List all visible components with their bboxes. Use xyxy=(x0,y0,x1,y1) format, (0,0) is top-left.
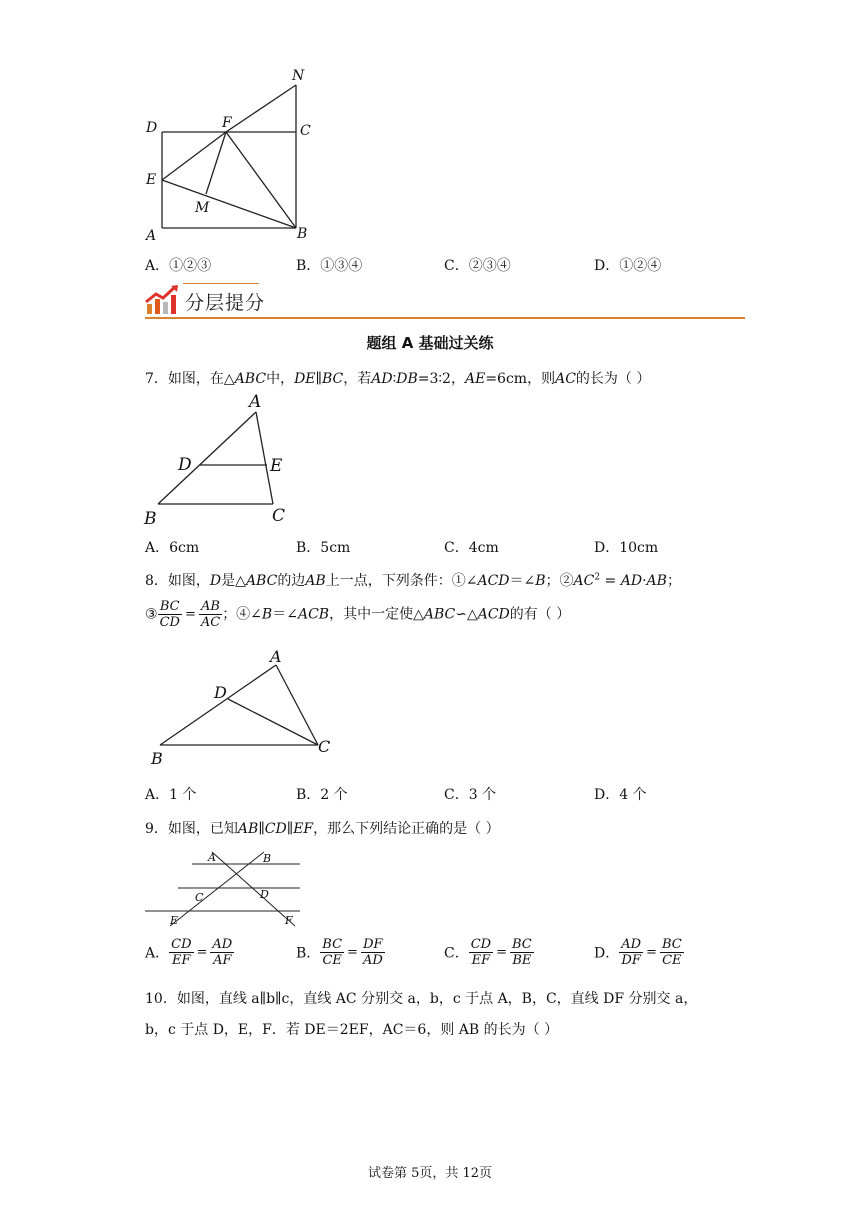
q9-option-c: C． $\frac{CD}{EF}$ = $\frac{BC}{BE}$ xyxy=(444,937,532,968)
q6-option-b: B．①③④ xyxy=(296,258,363,274)
section-title: 题组 A 基础过关练 xyxy=(366,334,494,352)
q6-option-d: D．①②④ xyxy=(594,258,662,274)
label-C: C xyxy=(318,737,331,756)
fraction: $\frac{BC}{CD}$ xyxy=(159,599,180,630)
fraction: $\frac{CD}{EF}$ xyxy=(470,937,492,968)
page-footer: 试卷第 5页，共 12页 xyxy=(367,1166,493,1181)
label-E: E xyxy=(270,456,283,476)
label-E: E xyxy=(170,914,179,927)
bar-chart-arrow-icon xyxy=(144,284,180,316)
label-A: A xyxy=(270,647,282,666)
q8-option-b: B．2 个 xyxy=(296,787,348,803)
label-B: B xyxy=(297,226,308,242)
fraction: $\frac{BC}{CE}$ xyxy=(661,937,682,968)
q8-stem-line2: ③ $\frac{BC}{CD}$ = $\frac{AB}{AC}$ ；④∠B＝∠ACB，其中一定使△ABC∽△ACD的有（ ） xyxy=(145,599,571,630)
label-M: M xyxy=(195,200,210,216)
q6-option-a: A．①②③ xyxy=(145,258,212,274)
q7-option-d: D．10cm xyxy=(594,540,659,556)
label-D: D xyxy=(214,683,227,702)
q8-stem-line1: 8．如图，D是△ABC的边AB上一点，下列条件：①∠ACD＝∠B；$②AC^2 = AD\cdot AB$； xyxy=(145,572,681,589)
fraction: $\frac{BC}{BE}$ xyxy=(512,937,532,968)
q9-option-d: D． $\frac{AD}{DF}$ = $\frac{BC}{CE}$ xyxy=(594,937,682,968)
q7-figure xyxy=(140,390,300,530)
label-D: D xyxy=(178,455,192,475)
q7-option-c: C．4cm xyxy=(444,540,499,556)
banner-underline-short xyxy=(183,283,259,284)
label-B: B xyxy=(144,509,157,529)
label-A: A xyxy=(146,228,157,244)
label-A: A xyxy=(249,392,262,412)
q10-stem-line1: 10．如图，直线 a∥b∥c，直线 AC 分别交 a，b，c 于点 A，B，C，直线 DF 分别交 a， xyxy=(145,991,698,1007)
q9-figure xyxy=(140,840,310,932)
banner-title: 分层提分 xyxy=(185,292,266,314)
label-B: B xyxy=(151,749,163,768)
label-D: D xyxy=(146,120,158,136)
label-F: F xyxy=(285,914,293,927)
q8-option-a: A．1 个 xyxy=(145,787,197,803)
q9-stem: 9．如图，已知AB∥CD∥EF，那么下列结论正确的是（ ） xyxy=(145,821,500,837)
label-E: E xyxy=(146,172,157,188)
label-A: A xyxy=(208,851,216,864)
label-B: B xyxy=(263,852,272,865)
q7-option-b: B．5cm xyxy=(296,540,351,556)
fraction: $\frac{BC}{CE}$ xyxy=(322,937,343,968)
fraction: $\frac{AB}{AC}$ xyxy=(200,599,221,630)
q9-option-a: A． $\frac{CD}{EF}$ = $\frac{AD}{AF}$ xyxy=(145,937,233,968)
fraction: $\frac{AD}{DF}$ xyxy=(621,937,642,968)
fraction: $\frac{CD}{EF}$ xyxy=(171,937,192,968)
label-C: C xyxy=(300,123,311,139)
fraction: $\frac{AD}{AF}$ xyxy=(212,937,233,968)
label-C: C xyxy=(195,891,204,904)
banner-divider xyxy=(145,317,745,319)
q9-option-b: B． $\frac{BC}{CE}$ = $\frac{DF}{AD}$ xyxy=(296,937,383,968)
q8-option-c: C．3 个 xyxy=(444,787,497,803)
q7-option-a: A．6cm xyxy=(145,540,200,556)
q8-option-d: D．4 个 xyxy=(594,787,647,803)
label-D: D xyxy=(260,888,269,901)
label-F: F xyxy=(222,115,232,131)
fraction: $\frac{DF}{AD}$ xyxy=(362,937,383,968)
q6-figure xyxy=(140,60,330,245)
q7-stem: 7．如图，在△ABC中，DE∥BC，若AD∶DB=3∶2，AE=6cm，则AC的长为（ ） xyxy=(145,371,651,387)
q10-stem-line2: b，c 于点 D，E，F．若 DE＝2EF，AC＝6，则 AB 的长为（ ） xyxy=(145,1022,559,1038)
q6-option-c: C．②③④ xyxy=(444,258,511,274)
label-C: C xyxy=(272,506,286,526)
q8-figure xyxy=(140,645,340,770)
label-N: N xyxy=(292,68,305,84)
